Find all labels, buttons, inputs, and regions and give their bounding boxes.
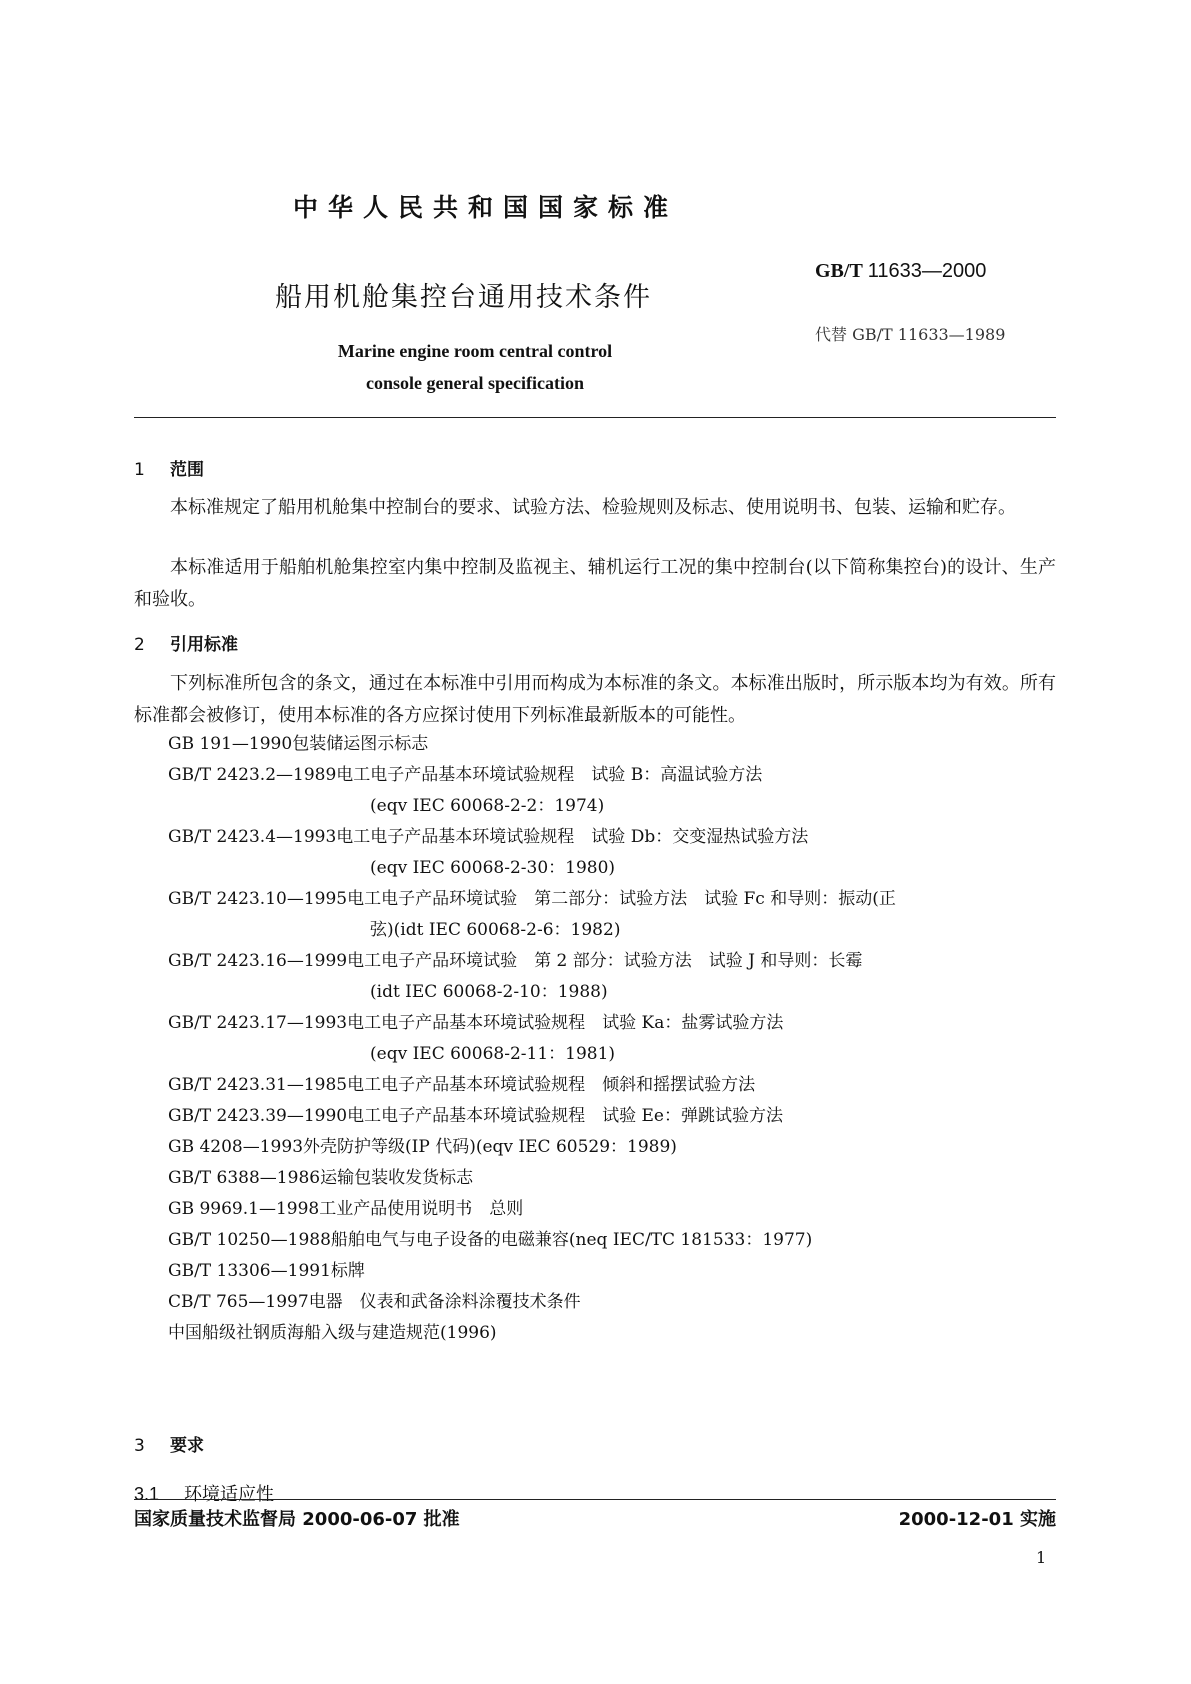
header-divider (134, 417, 1056, 418)
reference-item (168, 1194, 1068, 1225)
standard-title-en (300, 335, 650, 399)
reference-code: GB 9969.1—1998 (168, 1199, 320, 1219)
reference-code: GB 191—1990 (168, 734, 293, 754)
section-1-paragraph-1: 本标准规定了船用机舱集中控制台的要求、试验方法、检验规则及标志、使用说明书、包装、运输和贮存。 (170, 497, 1016, 518)
page-number: 1 (1036, 1548, 1047, 1567)
subsection-number: 3.1 (134, 1484, 160, 1504)
section-title: 引用标准 (170, 635, 238, 655)
standard-title-cn: 船用机舱集控台通用技术条件 (275, 282, 652, 313)
reference-text: 包装储运图示标志 (292, 734, 429, 754)
reference-item (168, 729, 1068, 760)
reference-item (168, 884, 1068, 915)
reference-code: GB/T 13306—1991 (168, 1261, 331, 1281)
reference-text: 标牌 (330, 1261, 365, 1281)
footer-divider (134, 1499, 1056, 1500)
reference-code: GB/T 2423.39—1990 (168, 1106, 348, 1126)
national-standard-heading: 中华人民共和国国家标准 (293, 193, 679, 222)
reference-item (168, 946, 1068, 977)
title-en-line1: Marine engine room central control (337, 341, 613, 361)
subsection-title: 环境适应性 (184, 1484, 274, 1505)
section-2-heading (134, 630, 238, 655)
reference-item (168, 1318, 1068, 1349)
reference-item (168, 1225, 1068, 1256)
reference-item (168, 1101, 1068, 1132)
reference-text: 外壳防护等级(IP 代码)(eqv IEC 60529：1989) (303, 1137, 677, 1157)
standard-prefix: GB/T (815, 260, 863, 282)
reference-continuation: (idt IEC 60068-2-10：1988) (370, 982, 608, 1002)
reference-code: GB/T 2423.31—1985 (168, 1075, 348, 1095)
reference-item (168, 1287, 1068, 1318)
reference-code: GB/T 2423.4—1993 (168, 827, 337, 847)
section-3-heading (134, 1431, 204, 1456)
section-2-paragraph-1: 下列标准所包含的条文，通过在本标准中引用而构成为本标准的条文。本标准出版时，所示版本均为有效。所有标准都会被修订，使用本标准的各方应探讨使用下列标准最新版本的可能性。 (134, 673, 1056, 726)
section-1-paragraph-2: 本标准适用于船舶机舱集控室内集中控制及监视主、辅机运行工况的集中控制台(以下简称集控台)的设计、生产和验收。 (134, 557, 1056, 610)
approval-note: 国家质量技术监督局 2000-06-07 批准 (134, 1509, 460, 1530)
section-1-heading (134, 455, 204, 480)
section-number: 3 (134, 1436, 145, 1456)
reference-text: 电工电子产品环境试验 第 2 部分：试验方法 试验 J 和导则：长霉 (347, 951, 863, 971)
section-number: 2 (134, 635, 145, 655)
reference-text: 电工电子产品基本环境试验规程 倾斜和摇摆试验方法 (347, 1075, 756, 1095)
section-title: 范围 (170, 460, 204, 480)
reference-text: 钢质海船入级与建造规范(1996) (253, 1323, 497, 1343)
section-3-1-heading (134, 1480, 274, 1506)
title-en-line2: console general specification (366, 373, 584, 393)
reference-code: 中国船级社 (168, 1323, 253, 1343)
reference-text: 工业产品使用说明书 总则 (319, 1199, 524, 1219)
reference-item (168, 1132, 1068, 1163)
reference-item (168, 822, 1068, 853)
reference-item (168, 1070, 1068, 1101)
section-number: 1 (134, 460, 145, 480)
reference-code: GB/T 2423.10—1995 (168, 889, 348, 909)
reference-continuation: (eqv IEC 60068-2-2：1974) (370, 796, 605, 816)
reference-text: 电工电子产品基本环境试验规程 试验 Db：交变湿热试验方法 (336, 827, 809, 847)
reference-text: 运输包装收发货标志 (320, 1168, 474, 1188)
section-title: 要求 (170, 1436, 204, 1456)
reference-continuation: (eqv IEC 60068-2-11：1981) (370, 1044, 616, 1064)
reference-item (168, 1256, 1068, 1287)
effective-date: 2000-12-01 实施 (898, 1509, 1056, 1530)
standard-number-value: 11633—2000 (867, 260, 987, 282)
reference-continuation: (eqv IEC 60068-2-30：1980) (370, 858, 616, 878)
reference-text: 电工电子产品基本环境试验规程 试验 B：高温试验方法 (336, 765, 763, 785)
replaces-note: 代替 GB/T 11633—1989 (815, 325, 1006, 344)
reference-code: GB/T 6388—1986 (168, 1168, 321, 1188)
reference-code: GB/T 10250—1988 (168, 1230, 331, 1250)
reference-list (168, 729, 1068, 1349)
reference-code: GB/T 2423.16—1999 (168, 951, 348, 971)
reference-code: GB/T 2423.2—1989 (168, 765, 337, 785)
reference-text: 电工电子产品基本环境试验规程 试验 Ka：盐雾试验方法 (347, 1013, 784, 1033)
reference-code: CB/T 765—1997 (168, 1292, 309, 1312)
reference-text: 船舶电气与电子设备的电磁兼容(neq IEC/TC 181533：1977) (330, 1230, 813, 1250)
reference-text: 电器 仪表和武备涂料涂覆技术条件 (308, 1292, 581, 1312)
standard-number (815, 260, 986, 283)
reference-item (168, 1163, 1068, 1194)
reference-text: 电工电子产品环境试验 第二部分：试验方法 试验 Fc 和导则：振动(正 (347, 889, 896, 909)
reference-continuation: 弦)(idt IEC 60068-2-6：1982) (370, 920, 621, 940)
reference-text: 电工电子产品基本环境试验规程 试验 Ee：弹跳试验方法 (347, 1106, 783, 1126)
reference-code: GB 4208—1993 (168, 1137, 304, 1157)
reference-code: GB/T 2423.17—1993 (168, 1013, 348, 1033)
reference-item (168, 760, 1068, 791)
reference-item (168, 1008, 1068, 1039)
